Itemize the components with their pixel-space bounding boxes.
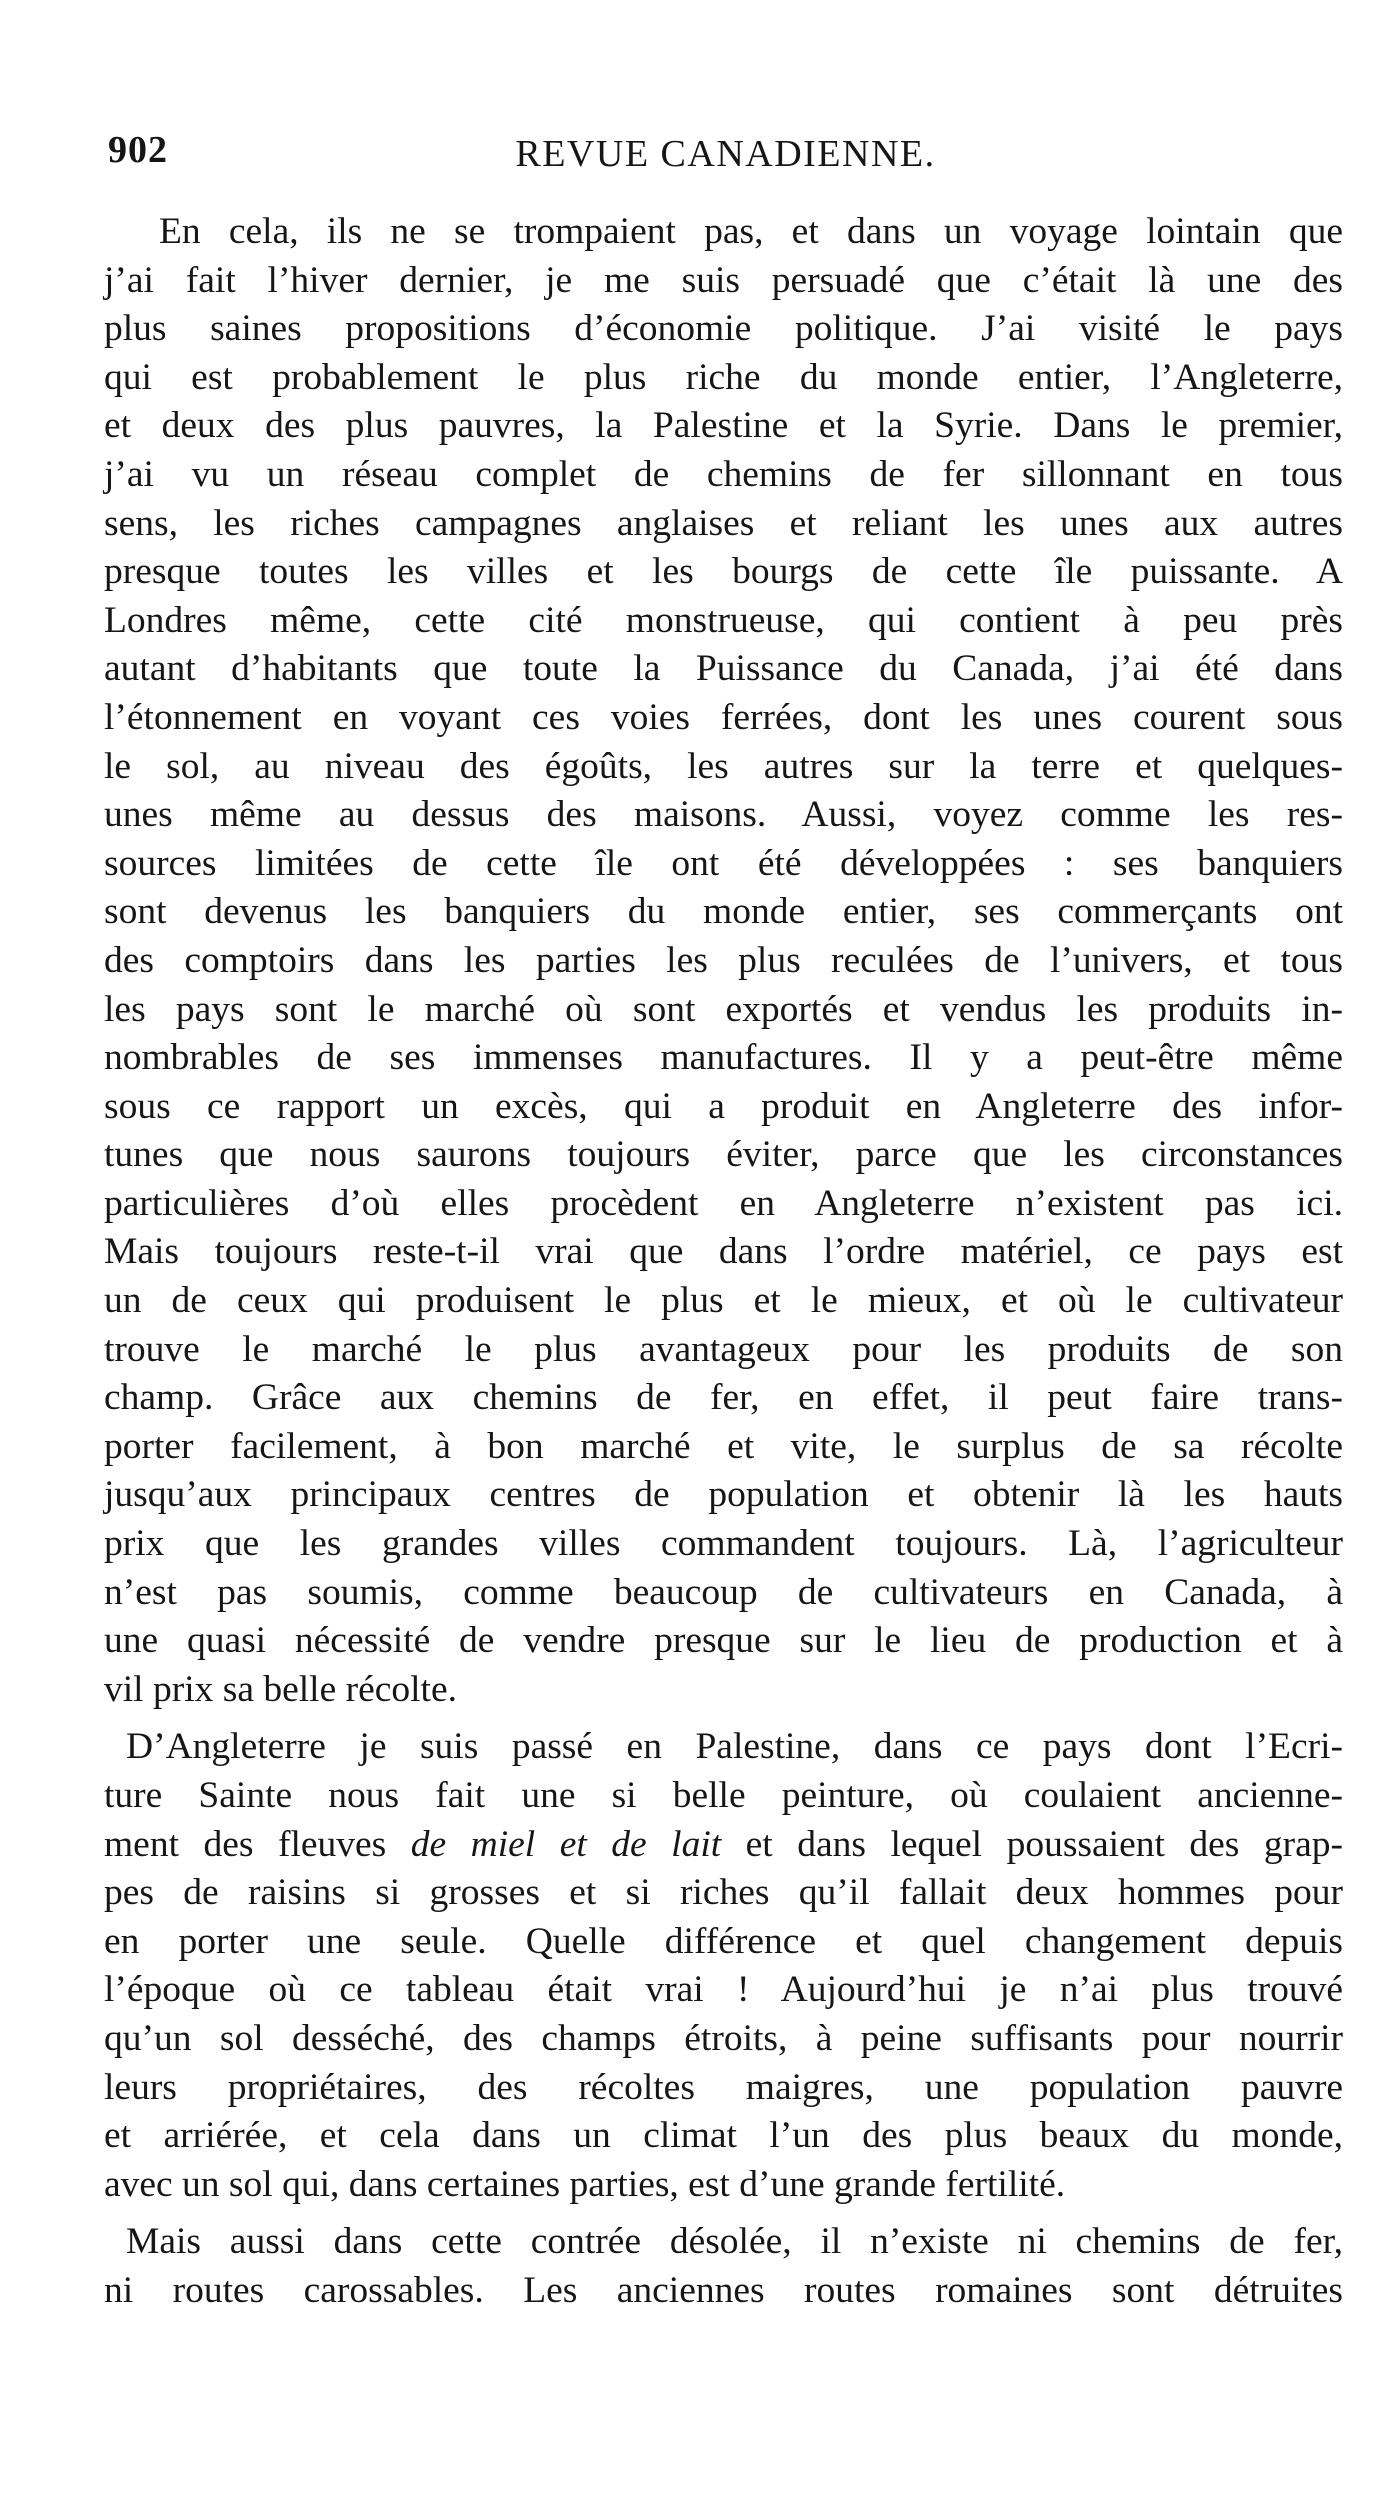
text-line: qu’un sol desséché, des champs étroits, à peine suffisants pour nourrir	[104, 2017, 1343, 2059]
text-line: trouve le marché le plus avantageux pour les produits de son	[104, 1328, 1343, 1370]
text-line: qui est probablement le plus riche du monde entier, l’Angleterre,	[104, 356, 1343, 398]
text-line: l’époque où ce tableau était vrai ! Aujourd’hui je n’ai plus trouvé	[104, 1969, 1343, 2011]
text-line: sous ce rapport un excès, qui a produit en Angleterre des infor-	[104, 1085, 1343, 1127]
text-line: n’est pas soumis, comme beaucoup de cultivateurs en Canada, à	[104, 1571, 1343, 1613]
text-line: tunes que nous saurons toujours éviter, parce que les circonstances	[104, 1134, 1343, 1176]
body-text	[104, 208, 1343, 2316]
text-line: vil prix sa belle récolte.	[104, 1668, 457, 1710]
text-line: ture Sainte nous fait une si belle peinture, où coulaient ancienne-	[104, 1775, 1343, 1816]
text-line: plus saines propositions d’économie politique. J’ai visité le pays	[104, 308, 1343, 350]
text-line: ni routes carossables. Les anciennes routes romaines sont détruites	[104, 2269, 1343, 2311]
text-line: sont devenus les banquiers du monde entier, ses commerçants ont	[104, 891, 1343, 933]
text-line: et deux des plus pauvres, la Palestine et la Syrie. Dans le premier,	[104, 405, 1343, 447]
text-line: jusqu’aux principaux centres de population et obtenir là les hauts	[104, 1474, 1343, 1516]
text-line: presque toutes les villes et les bourgs de cette île puissante. A	[104, 551, 1343, 593]
text-line: autant d’habitants que toute la Puissance du Canada, j’ai été dans	[104, 648, 1343, 690]
text-line: Mais aussi dans cette contrée désolée, il n’existe ni chemins de fer,	[126, 2221, 1343, 2263]
text-line: en porter une seule. Quelle différence et quel changement depuis	[104, 1920, 1343, 1962]
text-line: des comptoirs dans les parties les plus reculées de l’univers, et tous	[104, 939, 1343, 981]
text-line: pes de raisins si grosses et si riches qu’il fallait deux hommes pour	[104, 1872, 1343, 1914]
text-line: champ. Grâce aux chemins de fer, en effet, il peut faire trans-	[104, 1377, 1343, 1419]
text-line: j’ai fait l’hiver dernier, je me suis persuadé que c’était là une des	[104, 259, 1343, 301]
text-line: En cela, ils ne se trompaient pas, et dans un voyage lointain que	[159, 211, 1343, 252]
text-line: nombrables de ses immenses manufactures. Il y a peut-être même	[104, 1037, 1343, 1079]
text-line: Londres même, cette cité monstrueuse, qui contient à peu près	[104, 599, 1343, 641]
text-line: et arriérée, et cela dans un climat l’un des plus beaux du monde,	[104, 2115, 1343, 2157]
text-line: D’Angleterre je suis passé en Palestine, dans ce pays dont l’Ecri-	[126, 1726, 1343, 1768]
italic-phrase: de miel et de lait	[410, 1823, 722, 1865]
text-line: ment des fleuves de miel et de lait et dans lequel poussaient des grap-	[104, 1823, 1343, 1865]
page-number: 902	[108, 129, 168, 171]
text-line: sens, les riches campagnes anglaises et reliant les unes aux autres	[104, 502, 1343, 544]
text-line: Mais toujours reste-t-il vrai que dans l’ordre matériel, ce pays est	[104, 1231, 1343, 1273]
text-line: une quasi nécessité de vendre presque sur le lieu de production et à	[104, 1620, 1343, 1662]
text-line: sources limitées de cette île ont été développées : ses banquiers	[104, 842, 1343, 884]
text-line: particulières d’où elles procèdent en Angleterre n’existent pas ici.	[104, 1182, 1343, 1224]
text-line: porter facilement, à bon marché et vite, le surplus de sa récolte	[104, 1425, 1343, 1467]
text-line: prix que les grandes villes commandent toujours. Là, l’agriculteur	[104, 1523, 1343, 1565]
text-line: le sol, au niveau des égoûts, les autres sur la terre et quelques-	[104, 745, 1343, 787]
paragraph	[104, 2218, 1343, 2315]
journal-title: REVUE CANADIENNE.	[515, 133, 936, 175]
text-line: avec un sol qui, dans certaines parties, est d’une grande fertilité.	[104, 2163, 1066, 2205]
paragraph	[104, 208, 1343, 1714]
running-head	[108, 128, 1343, 188]
text-line: un de ceux qui produisent le plus et le mieux, et où le cultivateur	[104, 1280, 1343, 1322]
text-line: j’ai vu un réseau complet de chemins de fer sillonnant en tous	[104, 453, 1343, 495]
text-line: leurs propriétaires, des récoltes maigres, une population pauvre	[104, 2066, 1343, 2108]
paragraph	[104, 1723, 1343, 2209]
text-line: les pays sont le marché où sont exportés et vendus les produits in-	[104, 988, 1343, 1030]
text-line: l’étonnement en voyant ces voies ferrées, dont les unes courent sous	[104, 696, 1343, 738]
text-line: unes même au dessus des maisons. Aussi, voyez comme les res-	[104, 794, 1343, 836]
